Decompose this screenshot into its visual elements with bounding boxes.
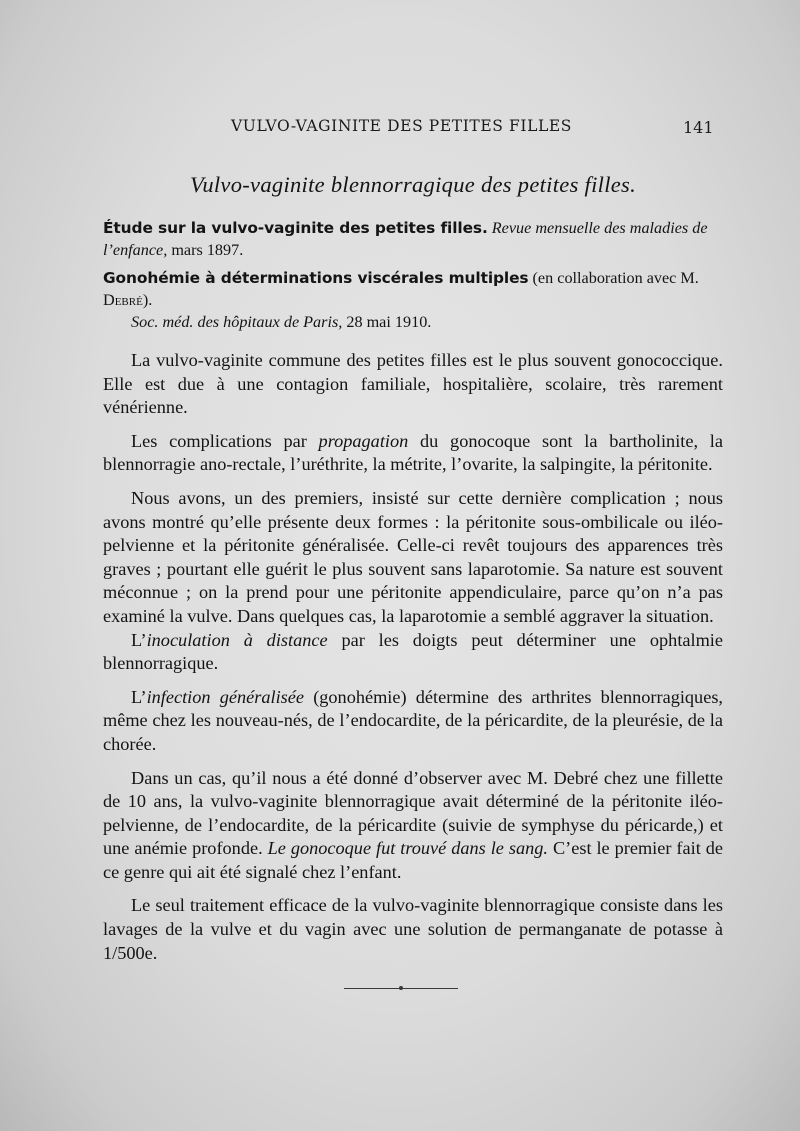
page-content <box>103 170 723 965</box>
page-number: 141 <box>683 118 714 137</box>
reference-collab-name: Debré <box>103 291 143 309</box>
reference-title: Étude sur la vulvo-vaginite des petites filles. <box>103 219 488 237</box>
paragraph <box>103 767 723 885</box>
paragraph-text: Nous avons, un des premiers, insisté sur cette dernière complication ; nous avons montré qu’elle présente deux formes : la péritonite sous-ombilicale ou iléo-pelvienne et la péritonite généralisée. Celle-ci revêt toujours des apparences très graves ; pourtant elle guérit le plus souvent sans laparotomie. Sa nature est souvent méconnue ; on la prend pour une péritonite appendiculaire, parce qu’on n’a pas examiné la vulve. Dans quelques cas, la laparotomie a semblé aggraver la situation. <box>103 487 723 626</box>
paragraph <box>103 629 723 676</box>
reference-journal: Revue mensuelle des maladies de l’enfance, <box>103 219 708 259</box>
paragraph-text: Le seul traitement efficace de la vulvo-vaginite blennorragique consiste dans les lavages de la vulve et du vagin avec une solution de permanganate de potasse à 1/500e. <box>103 895 723 963</box>
reference-entry <box>103 217 723 261</box>
paragraph-text: (gonohémie) détermine des arthrites blennorragiques, même chez les nouveau-nés, de l’endocardite, de la péricardite, de la pleurésie, de la chorée. <box>103 686 724 754</box>
paragraph-text: La vulvo-vaginite commune des petites filles est le plus souvent gonococcique. Elle est due à une contagion familiale, hospitalière, scolaire, très rarement vénérienne. <box>103 350 723 418</box>
paragraph-text: du gonocoque sont la bartholinite, la blennorragie ano-rectale, l’uréthrite, la métrite, l’ovarite, la salpingite, la péritonite. <box>103 430 723 475</box>
running-head-title: VULVO-VAGINITE DES PETITES FILLES <box>231 117 573 135</box>
reference-title: Gonohémie à déterminations viscérales multiples <box>103 269 529 287</box>
paragraph-text: C’est le premier fait de ce genre qui ait été signalé chez l’enfant. <box>103 838 723 882</box>
paragraph-text: Dans un cas, qu’il nous a été donné d’observer avec M. Debré chez une fillette de 10 ans, la vulvo-vaginite blennorragique avait déterminé de la péritonite iléo-pelvienne, de l’endocardite, de la péricardite (suivie de symphyse du péricarde,) et une anémie profonde. <box>103 767 723 859</box>
paragraph <box>103 686 723 757</box>
paragraph <box>103 487 723 629</box>
section-divider-ornament <box>399 986 403 990</box>
paragraph-text: L’ <box>131 629 147 650</box>
reference-collab-prefix: (en collaboration avec M. <box>532 269 699 287</box>
paragraph-emphasis: inoculation à distance <box>146 629 328 650</box>
paragraph <box>103 430 723 477</box>
paragraph-emphasis: infection généralisée <box>146 686 304 707</box>
reference-date: mars 1897. <box>171 241 244 259</box>
section-title: Vulvo-vaginite blennorragique des petites filles. <box>189 172 637 197</box>
reference-date: 28 mai 1910. <box>346 313 432 331</box>
paragraph <box>103 349 723 420</box>
paragraph-text: par les doigts peut déterminer une ophtalmie blennorragique. <box>103 629 723 674</box>
reference-collab-suffix: ). <box>142 291 153 309</box>
body-text <box>103 349 723 965</box>
paragraph-text: Les complications par <box>131 430 307 451</box>
paragraph-emphasis: Le gonocoque fut trouvé dans le sang. <box>267 838 548 859</box>
reference-journal: Soc. méd. des hôpitaux de Paris, <box>131 313 343 331</box>
running-head <box>0 117 800 139</box>
paragraph-text: L’ <box>131 686 147 707</box>
paragraph <box>103 894 723 965</box>
reference-entry <box>103 267 723 333</box>
paragraph-emphasis: propagation <box>318 430 409 451</box>
